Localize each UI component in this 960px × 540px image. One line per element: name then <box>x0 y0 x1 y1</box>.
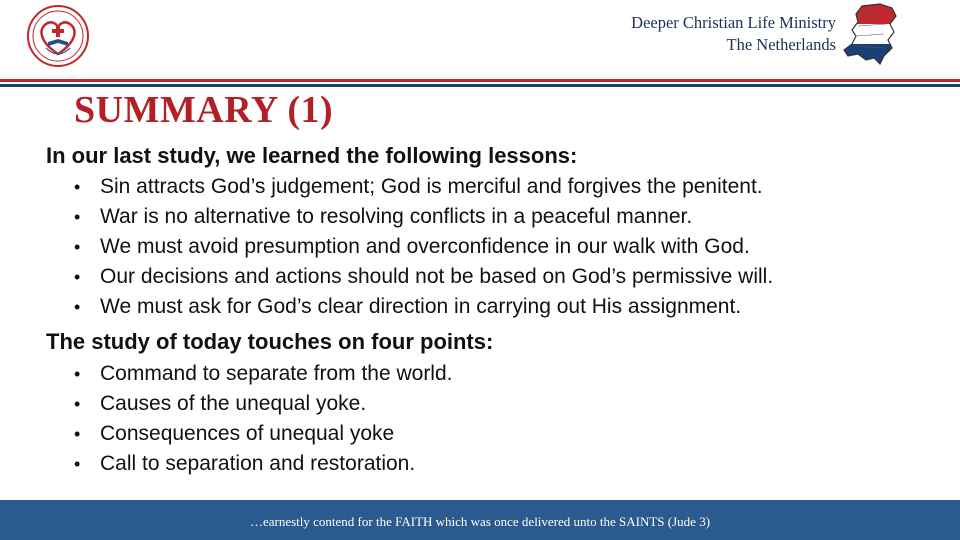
organization-line-1: Deeper Christian Life Ministry <box>631 13 836 32</box>
list-item <box>74 292 773 322</box>
ministry-logo <box>26 4 90 68</box>
bullet-icon: • <box>74 424 81 444</box>
list-item <box>74 232 773 262</box>
section-heading-previous-lessons: In our last study, we learned the following lessons: <box>46 143 578 168</box>
bullet-icon: • <box>74 267 81 287</box>
list-item <box>74 262 773 292</box>
list-item-text: Causes of the unequal yoke. <box>100 392 367 415</box>
list-item-text: We must avoid presumption and overconfidence in our walk with God. <box>100 235 750 258</box>
section-heading-todays-points: The study of today touches on four points: <box>46 329 494 354</box>
previous-lessons-list <box>74 172 773 322</box>
bullet-icon: • <box>74 297 81 317</box>
list-item-text: Call to separation and restoration. <box>100 452 416 475</box>
list-item <box>74 389 453 419</box>
list-item <box>74 419 453 449</box>
bullet-icon: • <box>74 177 81 197</box>
netherlands-map-icon <box>840 2 900 66</box>
bullet-icon: • <box>74 364 81 384</box>
list-item <box>74 202 773 232</box>
bullet-icon: • <box>74 394 81 414</box>
heart-cross-bible-icon <box>26 4 90 68</box>
netherlands-map-logo <box>840 2 900 66</box>
organization-line-2: The Netherlands <box>726 35 836 54</box>
list-item-text: We must ask for God’s clear direction in carrying out His assignment. <box>100 295 742 318</box>
footer-scripture: …earnestly contend for the FAITH which was once delivered unto the SAINTS (Jude 3) <box>249 514 711 529</box>
list-item-text: War is no alternative to resolving conflicts in a peaceful manner. <box>100 205 693 228</box>
list-item-text: Sin attracts God’s judgement; God is merciful and forgives the penitent. <box>100 175 763 198</box>
bullet-icon: • <box>74 237 81 257</box>
slide-title: SUMMARY (1) <box>74 89 334 131</box>
list-item <box>74 359 453 389</box>
list-item-text: Our decisions and actions should not be based on God’s permissive will. <box>100 265 774 288</box>
list-item-text: Command to separate from the world. <box>100 362 453 385</box>
bullet-icon: • <box>74 207 81 227</box>
footer-bar <box>0 500 960 540</box>
list-item-text: Consequences of unequal yoke <box>100 422 395 445</box>
list-item <box>74 172 773 202</box>
todays-points-list <box>74 359 453 479</box>
list-item <box>74 449 453 479</box>
bullet-icon: • <box>74 454 81 474</box>
organization-name <box>631 12 836 56</box>
